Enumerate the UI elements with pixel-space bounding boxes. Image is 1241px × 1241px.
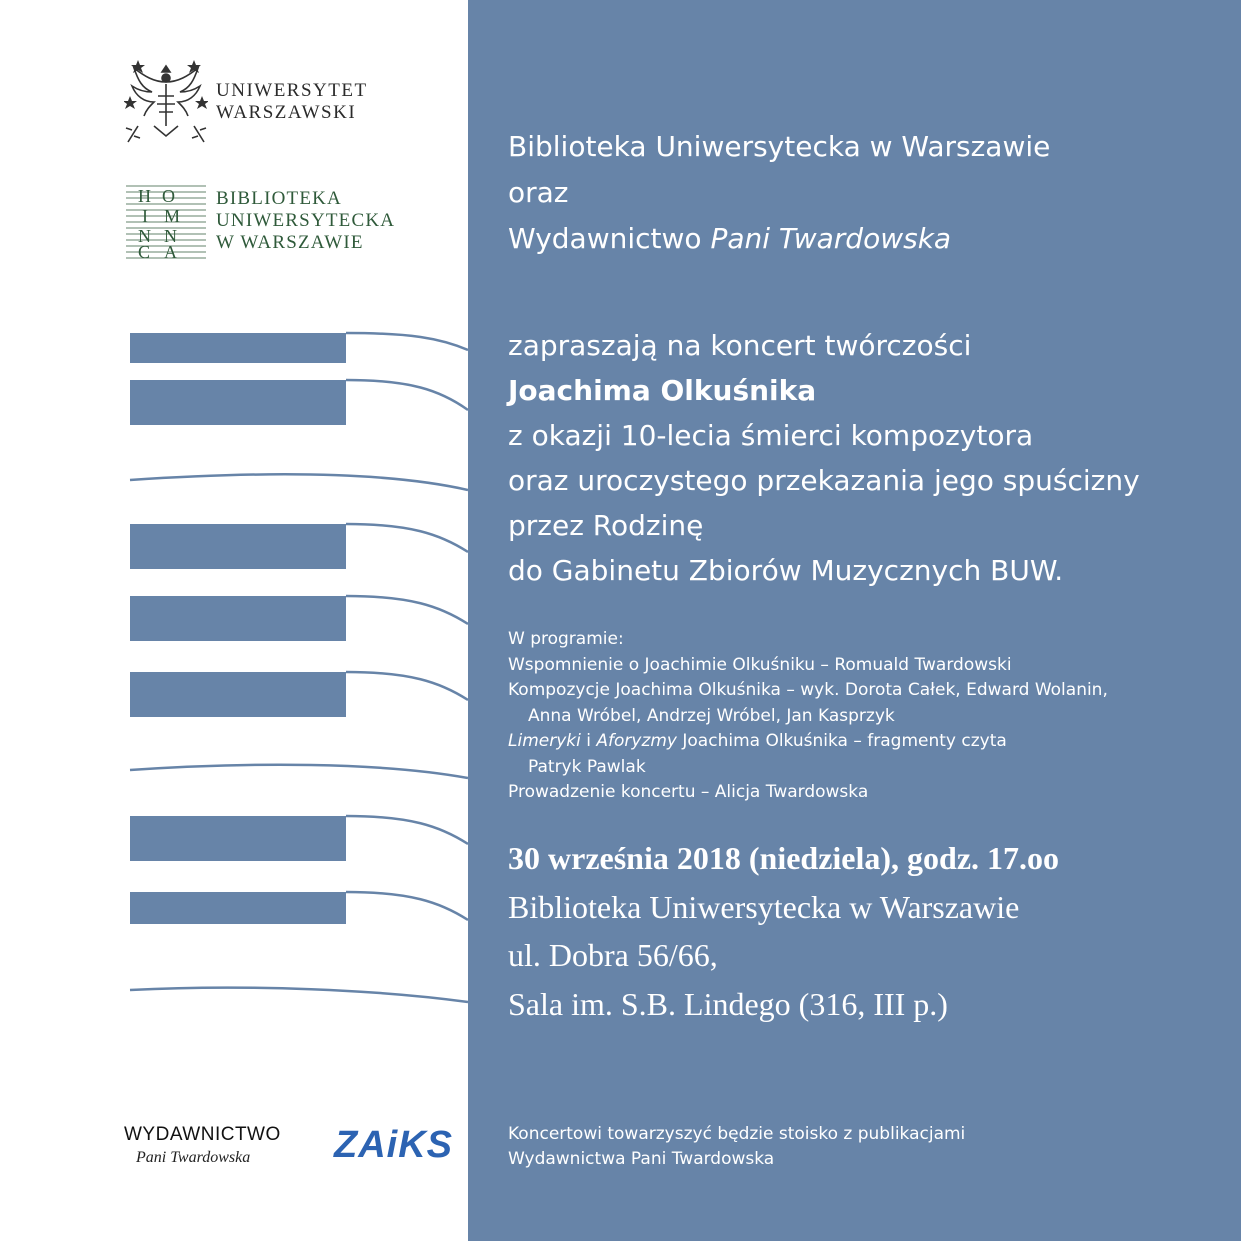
piano-key-line bbox=[130, 988, 468, 1002]
invitation-line1: zapraszają na koncert twórczości bbox=[508, 329, 972, 362]
program-item-3-italic-2: Aforyzmy bbox=[596, 731, 677, 751]
svg-text:M: M bbox=[164, 206, 181, 226]
library-logo bbox=[124, 180, 424, 264]
piano-key bbox=[130, 672, 346, 717]
organizers bbox=[508, 124, 1050, 262]
piano-key bbox=[130, 892, 346, 924]
program-heading: W programie: bbox=[508, 629, 624, 649]
organizers-line1: Biblioteka Uniwersytecka w Warszawie bbox=[508, 130, 1051, 163]
footer-note bbox=[508, 1122, 965, 1172]
publisher-name: Pani Twardowska bbox=[710, 222, 952, 255]
piano-key bbox=[130, 596, 346, 641]
piano-key-line bbox=[130, 474, 468, 490]
event-address: ul. Dobra 56/66, bbox=[508, 937, 718, 973]
program-item-3-cont: Patryk Pawlak bbox=[528, 756, 646, 777]
publisher-logo bbox=[124, 1124, 309, 1167]
program-item-3-rest: Joachima Olkuśnika – fragmenty czyta bbox=[676, 731, 1007, 751]
publisher-logo-sub: Pani Twardowska bbox=[136, 1149, 251, 1166]
library-name-line1: BIBLIOTEKA bbox=[216, 188, 342, 209]
left-panel bbox=[0, 0, 468, 1241]
event-details bbox=[508, 834, 1059, 1028]
university-name-line1: UNIWERSYTET bbox=[216, 80, 368, 101]
university-name-line2: WARSZAWSKI bbox=[216, 102, 357, 123]
event-date: 30 września 2018 (niedziela), godz. 17.oo bbox=[508, 840, 1060, 876]
library-name-line2: UNIWERSYTECKA bbox=[216, 210, 396, 231]
organizers-line3 bbox=[508, 216, 1050, 262]
event-room: Sala im. S.B. Lindego (316, III p.) bbox=[508, 985, 948, 1022]
piano-key-line bbox=[346, 892, 468, 920]
svg-text:N: N bbox=[164, 226, 177, 246]
organizers-line3-prefix: Wydawnictwo bbox=[508, 222, 711, 255]
program bbox=[508, 627, 1108, 806]
piano-key bbox=[130, 333, 346, 363]
piano-key-line bbox=[346, 333, 468, 350]
homini-mark-icon bbox=[124, 180, 208, 260]
piano-key-line bbox=[346, 380, 468, 410]
publisher-logo-main: WYDAWNICTWO bbox=[124, 1124, 281, 1145]
program-item-3 bbox=[508, 729, 1108, 755]
invitation-line4: oraz uroczystego przekazania jego spuścizny bbox=[508, 464, 1140, 497]
svg-text:C: C bbox=[138, 242, 151, 260]
footer-note-line2: Wydawnictwa Pani Twardowska bbox=[508, 1149, 775, 1169]
piano-key-line bbox=[346, 816, 468, 844]
invitation-line6: do Gabinetu Zbiorów Muzycznych BUW. bbox=[508, 554, 1064, 587]
piano-key-line bbox=[346, 672, 468, 700]
event-venue: Biblioteka Uniwersytecka w Warszawie bbox=[508, 888, 1020, 925]
program-item-1: Wspomnienie o Joachimie Olkuśniku – Romuald Twardowski bbox=[508, 654, 1012, 675]
library-name-line3: W WARSZAWIE bbox=[216, 232, 364, 253]
svg-text:O: O bbox=[162, 186, 175, 206]
university-logo bbox=[124, 56, 384, 148]
svg-text:I: I bbox=[142, 206, 148, 226]
eagle-icon bbox=[124, 56, 208, 148]
program-item-4: Prowadzenie koncertu – Alicja Twardowska bbox=[508, 782, 869, 802]
invitation-line5: przez Rodzinę bbox=[508, 509, 704, 542]
invitation bbox=[508, 323, 1140, 593]
footer-note-line1: Koncertowi towarzyszyć będzie stoisko z publikacjami bbox=[508, 1124, 966, 1144]
program-item-2: Kompozycje Joachima Olkuśnika – wyk. Dorota Całek, Edward Wolanin, bbox=[508, 680, 1108, 700]
library-name bbox=[216, 188, 395, 254]
university-name bbox=[216, 80, 368, 124]
program-item-3-and: i bbox=[580, 731, 597, 751]
piano-key bbox=[130, 524, 346, 569]
zaiks-logo: ZAiKS bbox=[334, 1124, 453, 1166]
piano-keys-illustration bbox=[0, 300, 468, 1020]
piano-key-line bbox=[346, 524, 468, 552]
piano-key-line bbox=[130, 765, 468, 778]
svg-text:N: N bbox=[138, 226, 151, 246]
svg-text:H: H bbox=[138, 186, 151, 206]
program-item-2-cont: Anna Wróbel, Andrzej Wróbel, Jan Kasprzyk bbox=[528, 705, 895, 726]
invitation-line3: z okazji 10-lecia śmierci kompozytora bbox=[508, 419, 1034, 452]
piano-key bbox=[130, 380, 346, 425]
piano-key bbox=[130, 816, 346, 861]
composer-name: Joachima Olkuśnika bbox=[508, 374, 817, 407]
organizers-line2: oraz bbox=[508, 176, 569, 209]
svg-text:A: A bbox=[164, 242, 177, 260]
piano-key-line bbox=[346, 596, 468, 624]
program-item-3-italic-1: Limeryki bbox=[508, 731, 581, 751]
